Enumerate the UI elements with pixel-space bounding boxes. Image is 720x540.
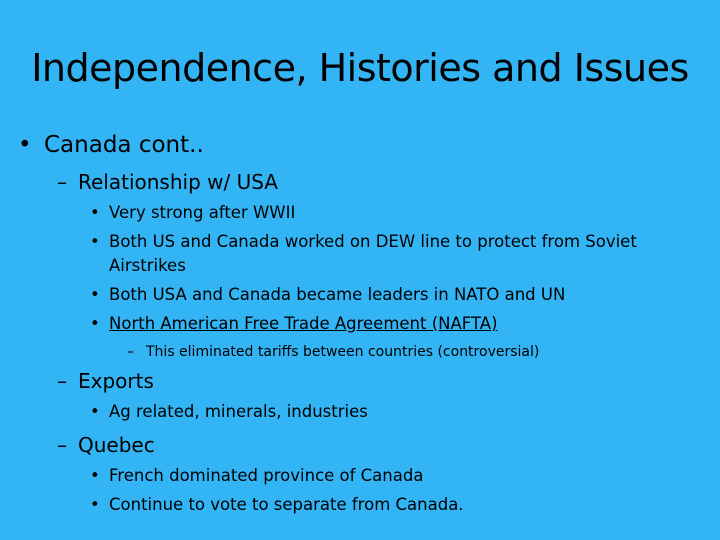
dash-marker: – [57, 369, 67, 393]
bullet-text: Very strong after WWII [109, 203, 296, 222]
dash-marker: – [127, 344, 134, 360]
subheading-relationship [57, 169, 278, 195]
bullet-text: Airstrikes [109, 256, 186, 275]
bullet-marker: • [90, 232, 100, 251]
bullet-marker: • [90, 466, 100, 485]
nafta-link[interactable]: North American Free Trade Agreement (NAFTA) [109, 314, 498, 333]
dash-marker: – [57, 170, 67, 194]
bullet-marker: • [90, 402, 100, 421]
bullet-text: Both US and Canada worked on DEW line to protect from Soviet [109, 232, 637, 251]
bullet-item [90, 202, 295, 224]
bullet-item-continuation [90, 255, 186, 277]
bullet-item [90, 231, 637, 253]
bullet-marker: • [90, 495, 100, 514]
bullet-text: Ag related, minerals, industries [109, 402, 368, 421]
sub-bullet-text: This eliminated tariffs between countries (controversial) [146, 344, 540, 360]
bullet-item [90, 313, 498, 335]
subheading-exports [57, 368, 154, 394]
dash-marker: – [57, 433, 67, 457]
bullet-marker: • [90, 285, 100, 304]
subheading-quebec [57, 432, 155, 458]
bullet-item [90, 284, 565, 306]
subheading-text: Exports [78, 369, 154, 393]
bullet-canada [18, 130, 204, 160]
slide-title: Independence, Histories and Issues [31, 46, 689, 90]
bullet-item [90, 465, 423, 487]
bullet-marker: • [18, 132, 32, 158]
bullet-marker: • [90, 203, 100, 222]
bullet-text: French dominated province of Canada [109, 466, 424, 485]
bullet-text: Both USA and Canada became leaders in NATO and UN [109, 285, 566, 304]
bullet-text: Canada cont.. [44, 132, 204, 158]
bullet-item [90, 401, 368, 423]
bullet-text: Continue to vote to separate from Canada. [109, 495, 464, 514]
subheading-text: Relationship w/ USA [78, 170, 278, 194]
subheading-text: Quebec [78, 433, 155, 457]
sub-bullet-item [127, 343, 539, 361]
bullet-item [90, 494, 464, 516]
bullet-marker: • [90, 314, 100, 333]
